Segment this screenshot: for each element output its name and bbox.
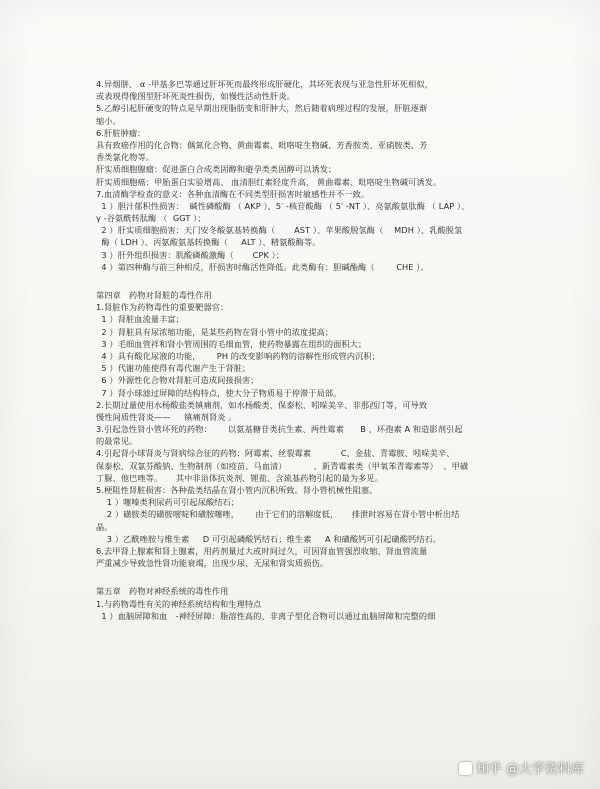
text-line: 6.去甲肾上腺素和肾上腺素，用药剂量过大或时间过久，可因肾血管强烈收缩、肾血管流量 (96, 545, 428, 556)
text-line: 1 ）噻嗪类利尿药可引起尿酸结石； (96, 497, 240, 508)
text-line: 肝实质细胞癌：甲胎蛋白实验增高、 血清胆红素轻度升高， 黄曲霉素、吡咯啶生物碱可诱发。 (96, 176, 442, 187)
text-line: 酶（ LDH ）、丙氨酸氨基转换酶（ ALT ）、精氨酸酶等。 (96, 237, 321, 248)
watermark-text: 知乎 @大学资料库 (475, 762, 584, 777)
text-line: 5 ）代谢功能使得有毒代谢产生于肾脏； (96, 363, 251, 374)
chapter-heading: 第四章 药物对肾脏的毒性作用 (96, 290, 212, 300)
text-line: 2 ）肝实质细胞损害：天门安冬酸氨基转换酶（ AST ）、苹果酸脱氢酶（ MDH ）、乳酸脱氢 (96, 225, 463, 236)
text-line: 或表现得像图型肝坏死炎性损伤，如慢性活动性肝炎。 (96, 91, 295, 102)
text-line: 1 ）血脑屏障和血 -神经屏障：脂溶性高的、非离子型化合物可以通过血脑屏障和完整的细 (96, 610, 436, 621)
text-line: 4 ）第四种酶与前三种相反，肝损害时酶活性降低。此类酶有：胆碱酯酶（ CHE ）。 (96, 261, 429, 272)
text-line: 具有致癌作用的化合物：偶氮化合物、黄曲霉素、吡咯啶生物碱、芳香胺类、亚硝胺类、芳 (96, 139, 428, 150)
text-line: 2 ）肾脏具有尿浓缩功能，是某些药物在肾小管中的浓度提高； (96, 326, 334, 337)
text-line: 4 ）具有酸化尿液的功能， PH 的改变影响药物的溶解性形成管内沉积； (96, 350, 380, 361)
text-line: 缩小。 (96, 115, 121, 126)
text-line: 慢性间质性肾炎—— 镇痛剂肾炎 。 (96, 411, 237, 422)
text-line: 6 ）外源性化合物对肾脏可造成间接损害； (96, 375, 259, 386)
text-line: 4.引起肾小球肾炎与肾病综合征的药物：阿霉素、丝裂霉素 C、金盐、青霉胺、吲哚美辛、 (96, 448, 455, 459)
document-text (96, 78, 526, 622)
text-line: γ -谷氨酰转肽酶 （ GGT ）； (96, 213, 206, 224)
text-line: 7 ）肾小球滤过屏障的结构特点，使大分子物质易于停滞于局部。 (96, 387, 342, 398)
text-line: 1 ）胆汁郁积性损害： 碱性磷酸酶 （ AKP ）、5′ -核苷酸酶 （ 5′ -NT ）、亮氨酸氨肽酶 （ LAP ）、 (96, 200, 470, 211)
text-line: 2.长期过量使用水杨酸盐类镇痛剂，如水杨酸类、保泰松、吲哚美辛、非那西汀等，可导致 (96, 399, 428, 410)
text-line: 肝实质细胞腺瘤：促进蛋白合成类固醇和避孕类类固醇可以诱发； (96, 164, 337, 175)
watermark (459, 758, 584, 777)
text-line: 香类氯化物等。 (96, 152, 155, 163)
text-line: 1 ）肾脏血流量丰富； (96, 314, 185, 325)
text-line: 保泰松、双氯芬酸钠、生物制剂（如疫苗、马血清） 、新青霉素类（甲氧苯青霉素等） 、甲磺 (96, 460, 469, 471)
text-line: 晶。 (96, 521, 113, 532)
text-line: 3.引起急性肾小管坏死的药物： 以氨基糖苷类抗生素、两性霉素 B 、环孢素 A 和造影剂引起 (96, 424, 463, 435)
text-line: 7.血清酶学检查的意义：各种血清酶在不同类型肝损害时敏感性并不一致。 (96, 188, 370, 199)
text-line: 3 ）肝外组织损害：肌酸磷酸激酶（ CPK ）； (96, 249, 285, 260)
text-line: 丁脲、他巴唑等。 其中非甾体抗炎剂、锂盐、含巯基药物引起的最为多见。 (96, 472, 384, 483)
text-line: 2 ）磺胺类的磺胺嘧啶和磺胺噻唑， 由于它们的溶解度低， 排泄时容易在肾小管中析出结 (96, 509, 460, 520)
text-line: 3 ）毛细血管祥和肾小管周围的毛细血管，使药物暴露在组织的面积大； (96, 338, 367, 349)
text-line: 6.肝脏肿瘤： (96, 127, 146, 138)
text-line: 5.梗阻性肾脏损害：各种盐类结晶在肾小管内沉积所致。肾小管机械性阻塞。 (96, 485, 378, 495)
text-line: 3 ）乙酰唑胺与维生素 D 可引起磷酸钙结石；维生素 A 和磺酸钙可引起磺酸钙结石。 (96, 533, 442, 544)
text-line: 1.肾脏作为药物毒性的重要靶器官： (96, 302, 229, 313)
zhihu-logo-icon (459, 762, 472, 775)
text-line: 5.乙醇引起肝硬变的特点是早期出现脂肪变和肝肿大，然后随着病理过程的发展，肝脏逐渐 (96, 103, 428, 114)
text-line: 严重减少导致急性肾功能衰竭，出现少尿、无尿和肾实质损伤。 (96, 558, 329, 569)
text-line: 的最常见。 (96, 436, 138, 447)
chapter-heading: 第五章 药物对神经系统的毒性作用 (96, 586, 229, 597)
text-line: 1.与药物毒性有关的神经系统结构和生理特点 (96, 598, 262, 609)
text-line: 4.异烟肼、 α -甲基多巴等通过肝坏死而最终形成肝硬化，其坏死表现与亚急性肝坏死相似， (96, 79, 433, 89)
